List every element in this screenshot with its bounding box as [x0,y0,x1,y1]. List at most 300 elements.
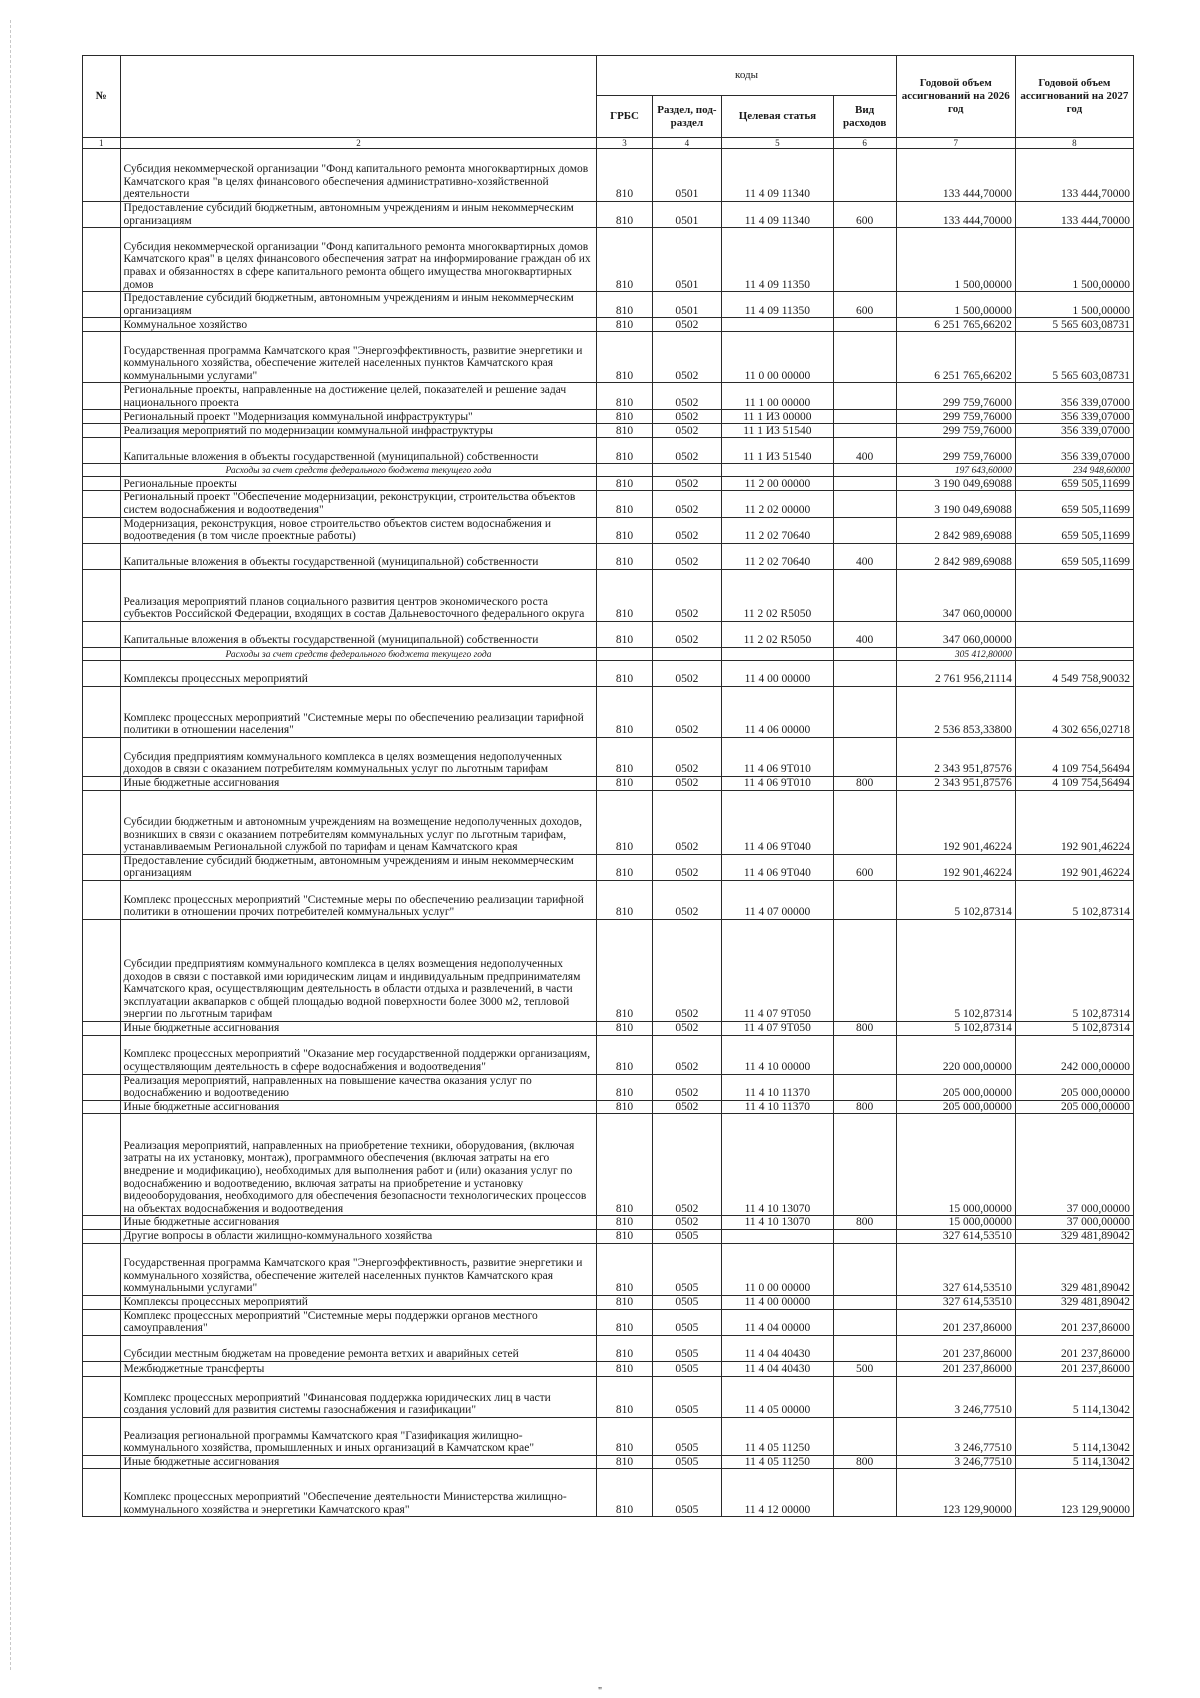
row-section-cell: 0502 [652,569,722,621]
row-target-cell [722,464,833,477]
row-section-cell: 0505 [652,1455,722,1469]
row-amount-2026-cell: 6 251 765,66202 [896,318,1015,332]
row-grbs-cell: 810 [597,438,652,464]
row-grbs-cell: 810 [597,332,652,383]
row-amount-2027-cell: 192 901,46224 [1015,854,1133,880]
table-row [83,543,1134,569]
row-number-cell [83,1074,121,1100]
row-amount-2026-cell: 2 343 951,87576 [896,776,1015,790]
row-amount-2027-cell: 659 505,11699 [1015,491,1133,517]
row-section-cell: 0501 [652,292,722,318]
row-name-cell: Комплекс процессных мероприятий "Системные меры поддержки органов местного самоуправления" [120,1309,597,1335]
table-row [83,569,1134,621]
column-number-cell: 7 [896,138,1015,149]
row-kind-cell [833,647,896,660]
row-amount-2026-cell: 2 842 989,69088 [896,543,1015,569]
row-kind-cell [833,686,896,737]
row-section-cell: 0505 [652,1376,722,1417]
row-amount-2027-cell: 5 114,13042 [1015,1455,1133,1469]
row-amount-2027-cell: 659 505,11699 [1015,517,1133,543]
row-amount-2026-cell: 1 500,00000 [896,228,1015,292]
table-row [83,621,1134,647]
table-row [83,686,1134,737]
table-row [83,1361,1134,1376]
row-amount-2026-cell: 15 000,00000 [896,1114,1015,1216]
row-name-cell: Региональный проект "Модернизация коммунальной инфраструктуры" [120,410,597,424]
table-row [83,790,1134,854]
row-grbs-cell: 810 [597,1295,652,1309]
row-section-cell: 0502 [652,1021,722,1035]
row-kind-cell [833,1295,896,1309]
row-kind-cell: 800 [833,1100,896,1114]
row-kind-cell [833,477,896,491]
row-section-cell: 0502 [652,1035,722,1074]
row-amount-2026-cell: 5 102,87314 [896,1021,1015,1035]
row-kind-cell: 500 [833,1361,896,1376]
row-kind-cell: 800 [833,1021,896,1035]
row-amount-2026-cell: 1 500,00000 [896,292,1015,318]
row-section-cell: 0502 [652,477,722,491]
table-row [83,383,1134,410]
row-grbs-cell: 810 [597,1216,652,1230]
row-grbs-cell: 810 [597,1417,652,1455]
row-section-cell: 0502 [652,737,722,776]
row-section-cell: 0505 [652,1229,722,1243]
row-grbs-cell: 810 [597,621,652,647]
row-name-cell: Субсидии местным бюджетам на проведение ремонта ветхих и аварийных сетей [120,1335,597,1361]
row-number-cell [83,1229,121,1243]
row-amount-2026-cell: 347 060,00000 [896,621,1015,647]
row-number-cell [83,919,121,1021]
row-target-cell: 11 4 07 9Т050 [722,1021,833,1035]
table-row [83,880,1134,919]
row-target-cell [722,318,833,332]
row-amount-2026-cell: 3 246,77510 [896,1376,1015,1417]
row-amount-2026-cell: 2 842 989,69088 [896,517,1015,543]
table-body [83,149,1134,1517]
row-amount-2027-cell: 4 109 754,56494 [1015,776,1133,790]
row-section-cell: 0505 [652,1295,722,1309]
row-kind-cell [833,1335,896,1361]
row-amount-2026-cell: 201 237,86000 [896,1309,1015,1335]
table-row [83,854,1134,880]
row-kind-cell [833,569,896,621]
row-target-cell: 11 4 07 00000 [722,880,833,919]
row-name-cell: Субсидии бюджетным и автономным учреждениям на возмещение недополученных доходов, возникших в связи с оказанием потребителям коммунальных услуг по льготным тарифам, устанавливаемым Региональной службой по тарифам и ценам Камчатского края [120,790,597,854]
row-target-cell: 11 0 00 00000 [722,332,833,383]
table-row [83,1469,1134,1517]
row-grbs-cell: 810 [597,880,652,919]
header-section: Раздел, под-раздел [652,96,722,138]
row-target-cell: 11 4 09 11340 [722,202,833,228]
table-row [83,410,1134,424]
row-amount-2026-cell: 123 129,90000 [896,1469,1015,1517]
row-kind-cell [833,1243,896,1295]
row-amount-2027-cell: 5 114,13042 [1015,1376,1133,1417]
row-kind-cell: 600 [833,854,896,880]
row-number-cell [83,1100,121,1114]
column-number-cell: 4 [652,138,722,149]
row-amount-2027-cell: 205 000,00000 [1015,1100,1133,1114]
row-grbs-cell: 810 [597,410,652,424]
row-number-cell [83,438,121,464]
row-name-cell: Модернизация, реконструкция, новое строительство объектов систем водоснабжения и водоотведения (в том числе проектные работы) [120,517,597,543]
row-target-cell: 11 4 07 9Т050 [722,919,833,1021]
row-target-cell: 11 4 10 00000 [722,1035,833,1074]
row-grbs-cell: 810 [597,790,652,854]
row-number-cell [83,1035,121,1074]
row-grbs-cell: 810 [597,228,652,292]
scan-edge-line [10,20,11,1670]
row-grbs-cell: 810 [597,1229,652,1243]
row-amount-2026-cell: 3 190 049,69088 [896,477,1015,491]
row-section-cell: 0505 [652,1469,722,1517]
row-grbs-cell: 810 [597,1469,652,1517]
row-number-cell [83,647,121,660]
row-grbs-cell: 810 [597,292,652,318]
row-amount-2027-cell: 242 000,00000 [1015,1035,1133,1074]
row-section-cell: 0501 [652,202,722,228]
row-kind-cell [833,1376,896,1417]
row-section-cell [652,647,722,660]
row-kind-cell: 800 [833,1455,896,1469]
row-name-cell: Иные бюджетные ассигнования [120,1021,597,1035]
row-section-cell: 0502 [652,318,722,332]
row-number-cell [83,1469,121,1517]
row-name-cell: Расходы за счет средств федерального бюджета текущего года [120,464,597,477]
row-name-cell: Иные бюджетные ассигнования [120,1100,597,1114]
row-number-cell [83,410,121,424]
row-target-cell: 11 4 00 00000 [722,660,833,686]
row-amount-2027-cell: 329 481,89042 [1015,1295,1133,1309]
row-amount-2026-cell: 220 000,00000 [896,1035,1015,1074]
row-target-cell: 11 4 09 11350 [722,228,833,292]
row-target-cell: 11 2 00 00000 [722,477,833,491]
row-amount-2027-cell: 4 109 754,56494 [1015,737,1133,776]
header-2027: Годовой объем ассигнований на 2027 год [1015,56,1133,138]
row-amount-2026-cell: 5 102,87314 [896,880,1015,919]
row-name-cell: Комплекс процессных мероприятий "Оказание мер государственной поддержки организациям, осуществляющим деятельность в сфере водоснабжения и водоотведения" [120,1035,597,1074]
row-grbs-cell: 810 [597,854,652,880]
row-kind-cell: 400 [833,543,896,569]
row-amount-2027-cell: 329 481,89042 [1015,1229,1133,1243]
row-name-cell: Государственная программа Камчатского края "Энергоэффективность, развитие энергетики и коммунального хозяйства, обеспечение жителей населенных пунктов Камчатского края коммунальными услугами" [120,332,597,383]
row-kind-cell [833,149,896,202]
row-amount-2026-cell: 133 444,70000 [896,202,1015,228]
row-kind-cell [833,1417,896,1455]
row-number-cell [83,1216,121,1230]
table-row [83,1021,1134,1035]
row-name-cell: Коммунальное хозяйство [120,318,597,332]
table-row [83,919,1134,1021]
table-row [83,1035,1134,1074]
table-row [83,776,1134,790]
row-target-cell: 11 0 00 00000 [722,1243,833,1295]
row-number-cell [83,318,121,332]
row-kind-cell [833,1074,896,1100]
row-section-cell: 0502 [652,880,722,919]
row-target-cell: 11 2 02 70640 [722,543,833,569]
row-target-cell [722,647,833,660]
row-amount-2027-cell: 234 948,60000 [1015,464,1133,477]
header-kind: Вид расходов [833,96,896,138]
row-amount-2027-cell: 133 444,70000 [1015,149,1133,202]
row-number-cell [83,464,121,477]
row-number-cell [83,477,121,491]
row-section-cell: 0502 [652,621,722,647]
row-name-cell: Капитальные вложения в объекты государственной (муниципальной) собственности [120,438,597,464]
row-grbs-cell: 810 [597,919,652,1021]
table-row [83,424,1134,438]
row-amount-2027-cell: 5 102,87314 [1015,919,1133,1021]
row-name-cell: Иные бюджетные ассигнования [120,1216,597,1230]
row-amount-2026-cell: 305 412,80000 [896,647,1015,660]
row-name-cell: Иные бюджетные ассигнования [120,1455,597,1469]
row-name-cell: Субсидии предприятиям коммунального комплекса в целях возмещения недополученных доходов в связи с поставкой ими юридическим лицам и индивидуальным предпринимателям Камчатского края, осуществляющим деятельность в области отдыха и развлечений, в части эксплуатации аквапарков с общей площадью водной поверхности более 3000 м2, тепловой энергии по льготным тарифам [120,919,597,1021]
column-number-cell: 8 [1015,138,1133,149]
row-amount-2026-cell: 192 901,46224 [896,790,1015,854]
row-amount-2027-cell: 356 339,07000 [1015,383,1133,410]
row-target-cell: 11 4 06 9Т010 [722,737,833,776]
row-name-cell: Государственная программа Камчатского края "Энергоэффективность, развитие энергетики и коммунального хозяйства, обеспечение жителей населенных пунктов Камчатского края коммунальными услугами" [120,1243,597,1295]
row-grbs-cell: 810 [597,569,652,621]
row-kind-cell: 600 [833,292,896,318]
table-row [83,1376,1134,1417]
row-grbs-cell: 810 [597,491,652,517]
row-name-cell: Комплекс процессных мероприятий "Финансовая поддержка юридических лиц в части создания условий для развития системы газоснабжения и газификации" [120,1376,597,1417]
row-number-cell [83,1376,121,1417]
row-number-cell [83,1021,121,1035]
row-target-cell: 11 4 10 11370 [722,1074,833,1100]
column-number-cell: 3 [597,138,652,149]
row-name-cell: Реализация мероприятий, направленных на повышение качества оказания услуг по водоснабжению и водоотведению [120,1074,597,1100]
row-name-cell: Комплексы процессных мероприятий [120,1295,597,1309]
row-kind-cell: 600 [833,202,896,228]
row-section-cell: 0505 [652,1243,722,1295]
row-kind-cell: 400 [833,621,896,647]
row-section-cell: 0502 [652,1216,722,1230]
row-grbs-cell [597,464,652,477]
row-grbs-cell: 810 [597,1243,652,1295]
table-row [83,1309,1134,1335]
row-number-cell [83,790,121,854]
row-grbs-cell: 810 [597,202,652,228]
column-number-row [83,138,1134,149]
row-amount-2026-cell: 2 343 951,87576 [896,737,1015,776]
row-amount-2027-cell: 5 565 603,08731 [1015,318,1133,332]
table-row [83,1074,1134,1100]
row-amount-2027-cell: 133 444,70000 [1015,202,1133,228]
row-number-cell [83,149,121,202]
row-number-cell [83,686,121,737]
row-target-cell: 11 4 05 00000 [722,1376,833,1417]
row-section-cell: 0502 [652,438,722,464]
row-kind-cell [833,737,896,776]
row-number-cell [83,1309,121,1335]
row-amount-2026-cell: 327 614,53510 [896,1295,1015,1309]
row-amount-2027-cell: 4 549 758,90032 [1015,660,1133,686]
table-row [83,1455,1134,1469]
row-grbs-cell: 810 [597,543,652,569]
row-amount-2027-cell: 1 500,00000 [1015,292,1133,318]
row-target-cell: 11 4 04 40430 [722,1361,833,1376]
row-name-cell: Капитальные вложения в объекты государственной (муниципальной) собственности [120,543,597,569]
row-grbs-cell [597,647,652,660]
row-amount-2026-cell: 192 901,46224 [896,854,1015,880]
budget-table [82,55,1134,1517]
row-name-cell: Предоставление субсидий бюджетным, автономным учреждениям и иным некоммерческим организациям [120,202,597,228]
row-amount-2026-cell: 205 000,00000 [896,1074,1015,1100]
row-amount-2026-cell: 197 643,60000 [896,464,1015,477]
row-name-cell: Предоставление субсидий бюджетным, автономным учреждениям и иным некоммерческим организациям [120,292,597,318]
row-amount-2027-cell: 659 505,11699 [1015,543,1133,569]
row-amount-2027-cell: 37 000,00000 [1015,1216,1133,1230]
header-grbs: ГРБС [597,96,652,138]
row-amount-2027-cell [1015,569,1133,621]
row-number-cell [83,737,121,776]
row-number-cell [83,424,121,438]
row-amount-2027-cell: 356 339,07000 [1015,410,1133,424]
table-row [83,464,1134,477]
row-target-cell: 11 4 05 11250 [722,1455,833,1469]
row-section-cell: 0502 [652,919,722,1021]
table-row [83,660,1134,686]
row-section-cell: 0502 [652,854,722,880]
row-amount-2027-cell: 5 114,13042 [1015,1417,1133,1455]
table-row [83,647,1134,660]
row-name-cell: Субсидия предприятиям коммунального комплекса в целях возмещения недополученных доходов в связи с оказанием потребителям коммунальных услуг по льготным тарифам [120,737,597,776]
row-amount-2026-cell: 6 251 765,66202 [896,332,1015,383]
column-number-cell: 2 [120,138,597,149]
row-name-cell: Комплекс процессных мероприятий "Системные меры по обеспечению реализации тарифной политики в отношении прочих потребителей коммунальных услуг" [120,880,597,919]
row-name-cell: Реализация региональной программы Камчатского края "Газификация жилищно-коммунального хозяйства, промышленных и иных организаций в Камчатском крае" [120,1417,597,1455]
row-grbs-cell: 810 [597,1455,652,1469]
row-grbs-cell: 810 [597,776,652,790]
row-amount-2026-cell: 201 237,86000 [896,1335,1015,1361]
row-kind-cell [833,410,896,424]
row-grbs-cell: 810 [597,318,652,332]
row-name-cell: Комплексы процессных мероприятий [120,660,597,686]
row-target-cell: 11 4 10 13070 [722,1216,833,1230]
row-target-cell: 11 1 И3 51540 [722,438,833,464]
row-grbs-cell: 810 [597,1114,652,1216]
row-grbs-cell: 810 [597,1335,652,1361]
row-target-cell: 11 4 00 00000 [722,1295,833,1309]
row-name-cell: Другие вопросы в области жилищно-коммунального хозяйства [120,1229,597,1243]
row-section-cell: 0501 [652,149,722,202]
row-amount-2027-cell: 4 302 656,02718 [1015,686,1133,737]
row-name-cell: Капитальные вложения в объекты государственной (муниципальной) собственности [120,621,597,647]
row-amount-2026-cell: 2 761 956,21114 [896,660,1015,686]
row-kind-cell [833,464,896,477]
row-amount-2026-cell: 3 190 049,69088 [896,491,1015,517]
row-section-cell: 0502 [652,543,722,569]
row-name-cell: Расходы за счет средств федерального бюджета текущего года [120,647,597,660]
table-row [83,1100,1134,1114]
row-section-cell: 0502 [652,491,722,517]
row-number-cell [83,332,121,383]
row-name-cell: Региональные проекты [120,477,597,491]
row-amount-2027-cell: 356 339,07000 [1015,424,1133,438]
row-name-cell: Комплекс процессных мероприятий "Обеспечение деятельности Министерства жилищно-коммунального хозяйства и энергетики Камчатского края" [120,1469,597,1517]
row-name-cell: Межбюджетные трансферты [120,1361,597,1376]
row-name-cell: Реализация мероприятий по модернизации коммунальной инфраструктуры [120,424,597,438]
row-number-cell [83,1114,121,1216]
row-section-cell: 0502 [652,686,722,737]
row-kind-cell [833,880,896,919]
row-kind-cell [833,332,896,383]
row-number-cell [83,228,121,292]
row-target-cell: 11 4 10 13070 [722,1114,833,1216]
row-number-cell [83,202,121,228]
row-number-cell [83,1295,121,1309]
row-amount-2026-cell: 3 246,77510 [896,1417,1015,1455]
header-target: Целевая статья [722,96,833,138]
row-grbs-cell: 810 [597,1074,652,1100]
row-number-cell [83,1455,121,1469]
row-number-cell [83,1417,121,1455]
table-row [83,491,1134,517]
row-amount-2026-cell: 299 759,76000 [896,383,1015,410]
row-name-cell: Предоставление субсидий бюджетным, автономным учреждениям и иным некоммерческим организациям [120,854,597,880]
row-section-cell: 0502 [652,1074,722,1100]
row-target-cell: 11 2 02 R5050 [722,569,833,621]
row-number-cell [83,292,121,318]
row-kind-cell: 800 [833,776,896,790]
row-grbs-cell: 810 [597,477,652,491]
row-target-cell: 11 2 02 70640 [722,517,833,543]
row-section-cell: 0505 [652,1335,722,1361]
row-number-cell [83,543,121,569]
row-kind-cell [833,919,896,1021]
row-amount-2026-cell: 5 102,87314 [896,919,1015,1021]
row-kind-cell [833,1309,896,1335]
table-row [83,517,1134,543]
row-name-cell: Субсидия некоммерческой организации "Фонд капитального ремонта многоквартирных домов Камчатского края" в целях финансового обеспечения затрат на информирование граждан об их правах и обязанностях в сфере капитального ремонта общего имущества многоквартирных домов [120,228,597,292]
row-amount-2027-cell: 356 339,07000 [1015,438,1133,464]
row-target-cell: 11 2 02 R5050 [722,621,833,647]
row-grbs-cell: 810 [597,383,652,410]
row-amount-2027-cell: 123 129,90000 [1015,1469,1133,1517]
row-target-cell: 11 4 09 11340 [722,149,833,202]
row-amount-2027-cell: 329 481,89042 [1015,1243,1133,1295]
row-kind-cell [833,1469,896,1517]
row-grbs-cell: 810 [597,686,652,737]
row-amount-2027-cell: 192 901,46224 [1015,790,1133,854]
row-number-cell [83,517,121,543]
budget-table-sheet [82,55,1134,1517]
row-amount-2027-cell: 5 102,87314 [1015,880,1133,919]
row-section-cell: 0502 [652,776,722,790]
row-grbs-cell: 810 [597,517,652,543]
row-section-cell: 0502 [652,424,722,438]
row-target-cell: 11 4 06 9Т040 [722,790,833,854]
row-name-cell: Реализация мероприятий, направленных на приобретение техники, оборудования, (включая затраты на их установку, монтаж), программного обеспечения (включая затраты на его внедрение и модификацию), необходимых для выполнения работ и (или) оказания услуг по водоснабжению и водоотведению, включая затраты на приобретение и установку видеооборудования, необходимого для обеспечения безопасности технологических процессов на объектах водоснабжения и водоотведения [120,1114,597,1216]
row-number-cell [83,776,121,790]
row-grbs-cell: 810 [597,1361,652,1376]
row-amount-2026-cell: 299 759,76000 [896,438,1015,464]
row-grbs-cell: 810 [597,1376,652,1417]
table-row [83,318,1134,332]
row-target-cell: 11 4 12 00000 [722,1469,833,1517]
column-number-cell: 5 [722,138,833,149]
header-2026: Годовой объем ассигнований на 2026 год [896,56,1015,138]
column-number-cell: 6 [833,138,896,149]
row-target-cell: 11 4 05 11250 [722,1417,833,1455]
row-kind-cell: 400 [833,438,896,464]
row-amount-2027-cell: 659 505,11699 [1015,477,1133,491]
row-name-cell: Субсидия некоммерческой организации "Фонд капитального ремонта многоквартирных домов Камчатского края "в целях финансового обеспечения административно-хозяйственной деятельности [120,149,597,202]
